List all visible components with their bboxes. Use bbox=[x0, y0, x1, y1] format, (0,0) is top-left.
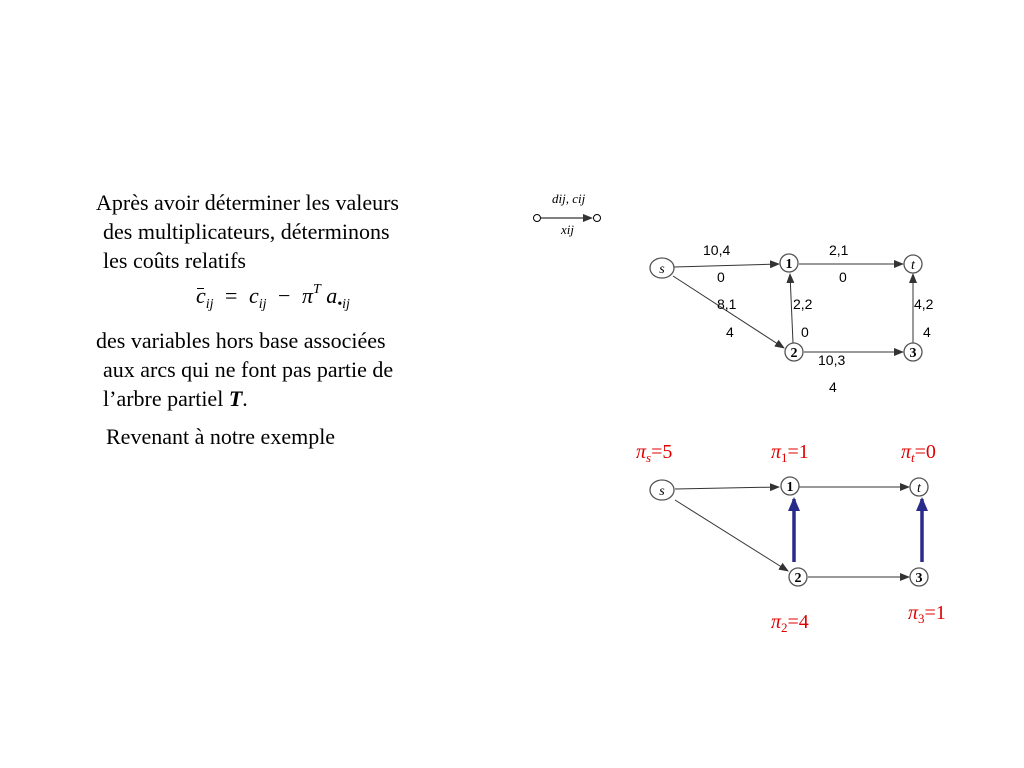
g1-edge-s-1 bbox=[674, 264, 779, 267]
g2-node-3 bbox=[910, 568, 928, 586]
graph1 bbox=[650, 242, 934, 395]
graph2 bbox=[636, 441, 946, 635]
g2-node-2 bbox=[789, 568, 807, 586]
g1-2-1-bottom: 0 bbox=[801, 324, 809, 340]
g1-node-1 bbox=[780, 254, 798, 272]
g1-node-2-label: 2 bbox=[790, 346, 798, 361]
formula-eq: = bbox=[225, 283, 238, 308]
g1-s-1-top: 10,4 bbox=[703, 242, 731, 258]
g2-node-3-label: 3 bbox=[915, 571, 923, 586]
g1-node-3 bbox=[904, 343, 922, 361]
potential-t: $\pi_t=0$ bbox=[901, 441, 936, 465]
g1-1-t-top: 2,1 bbox=[829, 242, 849, 258]
formula-minus: − bbox=[278, 283, 291, 308]
g2-node-s bbox=[650, 480, 674, 500]
g1-s-1-bottom: 0 bbox=[717, 269, 725, 285]
legend-node-left bbox=[534, 215, 541, 222]
g2-edge-s-1 bbox=[675, 487, 779, 489]
g2-node-t-label: t bbox=[917, 481, 921, 496]
potential-s: $\pi_s=5$ bbox=[636, 441, 673, 465]
g2-node-s-label: s bbox=[659, 484, 665, 499]
g1-node-3-label: 3 bbox=[909, 346, 917, 361]
g2-node-1-label: 1 bbox=[786, 480, 794, 495]
tree-T: T bbox=[228, 386, 243, 411]
g1-2-1-top: 2,2 bbox=[793, 296, 813, 312]
g1-node-t-label: t bbox=[911, 258, 915, 273]
g1-node-t bbox=[904, 255, 922, 273]
formula-sub3: •ij bbox=[337, 297, 350, 312]
potential-2: $\pi_2=4$ bbox=[771, 611, 809, 635]
vars-line-1: des variables hors base associées bbox=[96, 328, 386, 353]
formula-sub1: ij bbox=[205, 297, 214, 312]
potential-1: $\pi_1=1$ bbox=[771, 441, 809, 465]
g1-node-s-label: s bbox=[659, 262, 665, 277]
formula-pi: π bbox=[301, 283, 313, 308]
arc-legend bbox=[534, 191, 601, 237]
vars-line-2: aux arcs qui ne font pas partie de bbox=[103, 357, 394, 382]
g1-2-3-top: 10,3 bbox=[818, 352, 846, 368]
g1-node-s bbox=[650, 258, 674, 278]
paragraph-example: Revenant à notre exemple bbox=[106, 424, 336, 449]
legend-top-label: dij, cij bbox=[552, 191, 586, 206]
g1-node-2 bbox=[785, 343, 803, 361]
formula-T: T bbox=[312, 282, 321, 297]
g1-1-t-bottom: 0 bbox=[839, 269, 847, 285]
g2-edge-s-2 bbox=[675, 500, 788, 571]
formula-c: c bbox=[248, 283, 259, 308]
g1-3-t-top: 4,2 bbox=[914, 296, 934, 312]
formula-sub2: ij bbox=[258, 297, 267, 312]
formula-cbar: c bbox=[196, 283, 206, 308]
g1-node-1-label: 1 bbox=[785, 257, 793, 272]
potential-3: $\pi_3=1$ bbox=[908, 602, 946, 626]
g1-3-t-bottom: 4 bbox=[923, 324, 931, 340]
intro-line-1: Après avoir déterminer les valeurs bbox=[96, 190, 399, 215]
formula-a: a bbox=[326, 283, 338, 308]
g1-s-2-top: 8,1 bbox=[717, 296, 737, 312]
intro-line-2: des multiplicateurs, déterminons bbox=[103, 219, 390, 244]
vars-line-3-end: . bbox=[242, 386, 248, 411]
g1-s-2-bottom: 4 bbox=[726, 324, 734, 340]
intro-line-3: les coûts relatifs bbox=[103, 248, 246, 273]
g2-node-2-label: 2 bbox=[794, 571, 802, 586]
g2-node-1 bbox=[781, 477, 799, 495]
g1-2-3-bottom: 4 bbox=[829, 379, 837, 395]
legend-node-right bbox=[594, 215, 601, 222]
legend-bottom-label: xij bbox=[561, 222, 574, 237]
g2-node-t bbox=[910, 478, 928, 496]
vars-line-3-text: l’arbre partiel bbox=[103, 386, 229, 411]
